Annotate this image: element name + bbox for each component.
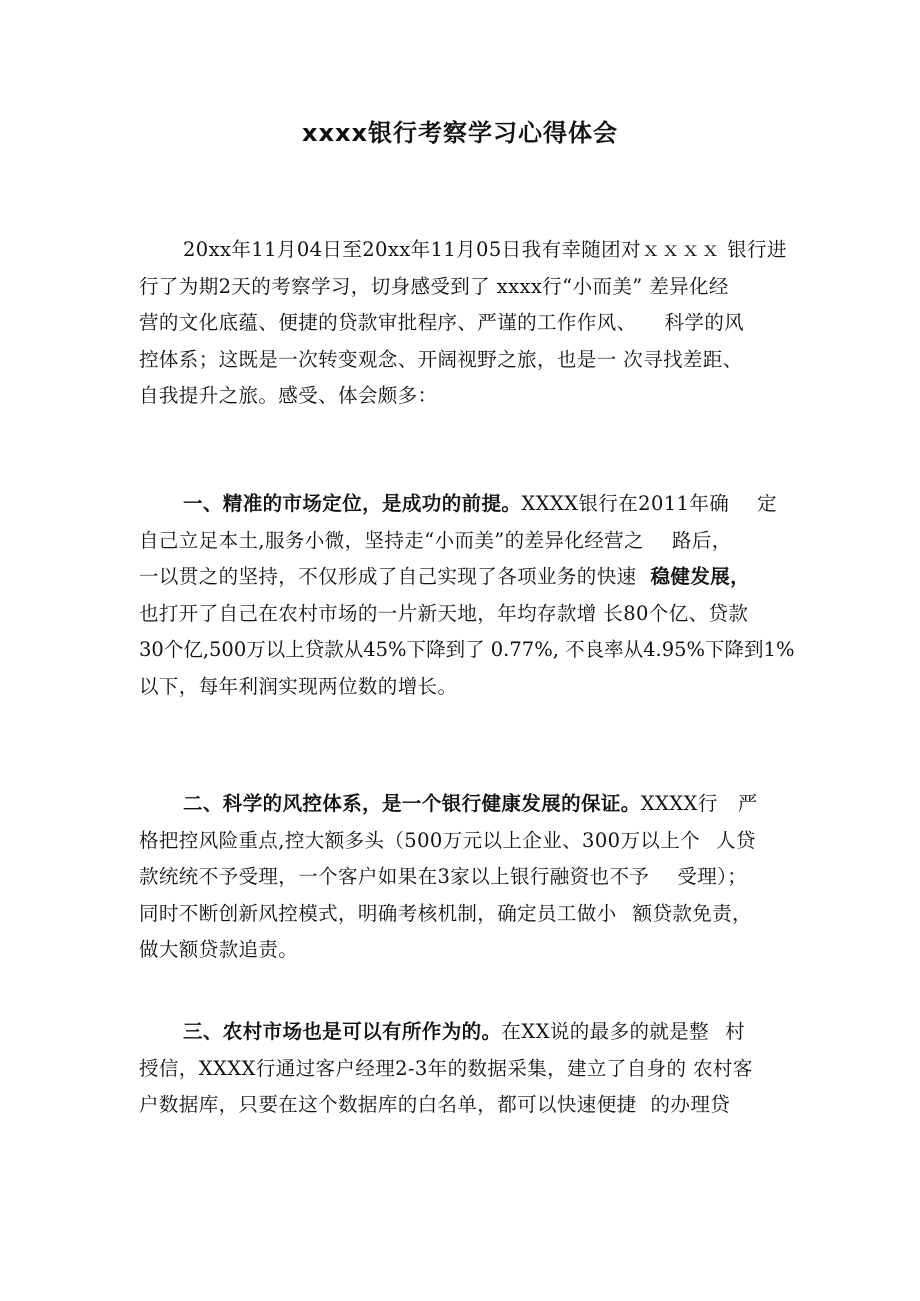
bold-phrase: 稳健发展， — [650, 565, 751, 588]
document-title: xxxx银行考察学习心得体会 — [302, 119, 618, 147]
text-line — [139, 1087, 799, 1124]
text-line — [139, 486, 799, 523]
text-line — [139, 305, 799, 342]
text-segment: 户数据库，只要在这个数据库的白名单，都可以快速便捷 — [139, 1093, 637, 1116]
paragraph-rural-market — [139, 1014, 799, 1124]
text-segment: 人贷 — [716, 828, 756, 852]
text-line — [139, 559, 799, 596]
section-heading: 二、科学的风控体系，是一个银行健康发展的保证。 — [183, 792, 641, 815]
text-line: 也打开了自己在农村市场的一片新天地，年均存款增 长80个亿、贷款 — [139, 601, 749, 625]
section-heading: 三、农村市场也是可以有所作为的。 — [183, 1020, 502, 1043]
text-line: 行了为期2天的考察学习，切身感受到了 xxxx行“小而美” 差异化经 — [139, 274, 729, 298]
text-segment: 自己立足本土,服务小微，坚持走“小而美”的差异化经营之 — [139, 528, 644, 552]
text-line — [139, 523, 799, 560]
text-segment: 村 — [725, 1020, 745, 1043]
text-line: 自我提升之旅。感受、体会颇多： — [139, 384, 438, 407]
paragraph-market-positioning — [139, 486, 799, 705]
text-line: 20xx年11月04日至20xx年11月05日我有幸随团对ｘｘｘｘ 银行进 — [183, 238, 787, 261]
text-segment: 格把控风险重点,控大额多头（500万元以上企业、300万以上个 — [139, 828, 701, 852]
text-line: 30个亿,500万以上贷款从45%下降到了 0.77%, 不良率从4.95%下降到1% — [139, 638, 795, 661]
text-line — [139, 859, 799, 896]
text-line: 控体系；这既是一次转变观念、开阔视野之旅，也是一 次寻找差距、 — [139, 347, 743, 371]
text-line: 授信，XXXX行通过客户经理2-3年的数据采集，建立了自身的 农村客 — [139, 1056, 753, 1080]
text-segment: 营的文化底蕴、便捷的贷款审批程序、严谨的工作作风、 — [139, 311, 637, 334]
text-segment: XXXX行 — [640, 792, 718, 815]
text-line — [139, 1014, 799, 1051]
paragraph-risk-control — [139, 786, 799, 969]
text-segment: 定 — [757, 492, 778, 515]
text-segment: 款统统不予受理，一个客户如果在3家以上银行融资也不予 — [139, 865, 650, 888]
text-segment: 额贷款免责， — [632, 901, 753, 925]
text-line — [139, 786, 799, 823]
text-segment: 在XX说的最多的就是整 — [501, 1020, 710, 1043]
text-segment: XXXX银行在2011年确 — [521, 492, 730, 515]
text-segment: 同时不断创新风控模式，明确考核机制，确定员工做小 — [139, 901, 617, 925]
text-segment: 路后， — [671, 528, 732, 552]
text-segment: 科学的风 — [664, 311, 745, 334]
text-line: 做大额贷款追责。 — [139, 938, 299, 961]
text-line: 以下，每年利润实现两位数的增长。 — [139, 674, 458, 698]
text-segment: 一以贯之的坚持，不仅形成了自己实现了各项业务的快速 — [139, 565, 637, 588]
text-segment: 受理）； — [677, 865, 748, 888]
text-line — [139, 896, 799, 933]
paragraph-intro — [139, 232, 799, 415]
text-segment: 严 — [737, 792, 758, 815]
text-segment: 的办理贷 — [650, 1093, 731, 1116]
section-heading: 一、精准的市场定位，是成功的前提。 — [183, 492, 522, 515]
text-line — [139, 823, 799, 860]
